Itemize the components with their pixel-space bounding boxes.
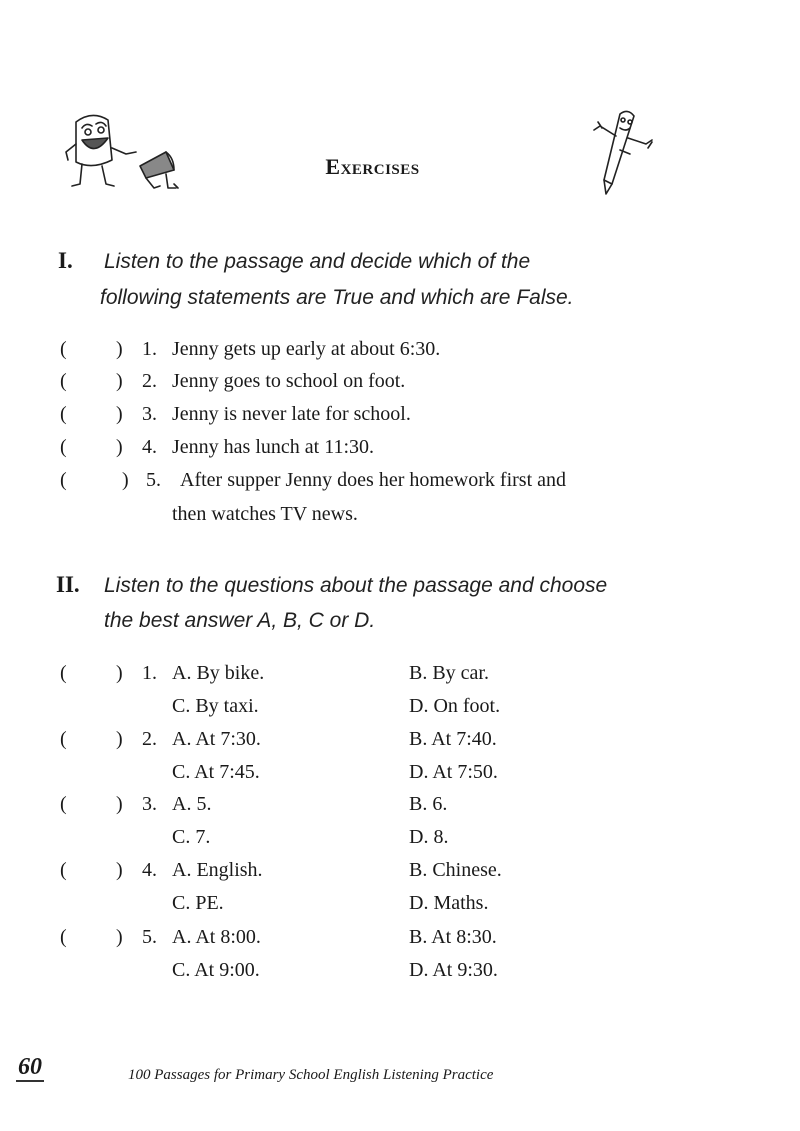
option-a: A. At 7:30. bbox=[172, 728, 261, 750]
question-text: Jenny has lunch at 11:30. bbox=[172, 436, 375, 458]
question-text: Jenny gets up early at about 6:30. bbox=[172, 338, 441, 360]
answer-blank-close: ) bbox=[116, 926, 123, 948]
question-number: 3. bbox=[142, 403, 157, 425]
answer-blank-close: ) bbox=[116, 338, 123, 360]
option-d: D. On foot. bbox=[409, 695, 501, 717]
answer-blank-open[interactable]: ( bbox=[60, 926, 67, 948]
section-1-number: I. bbox=[58, 248, 73, 273]
option-d: D. At 9:30. bbox=[409, 959, 498, 981]
answer-blank-open[interactable]: ( bbox=[60, 728, 67, 750]
option-a: A. 5. bbox=[172, 793, 212, 815]
option-a: A. By bike. bbox=[172, 662, 265, 684]
option-c: C. 7. bbox=[172, 826, 211, 848]
question-number: 1. bbox=[142, 662, 157, 684]
answer-blank-close: ) bbox=[116, 370, 123, 392]
option-b: B. 6. bbox=[409, 793, 448, 815]
option-d: D. At 7:50. bbox=[409, 761, 498, 783]
question-number: 4. bbox=[142, 859, 157, 881]
question-text: Jenny is never late for school. bbox=[172, 403, 411, 425]
answer-blank-open[interactable]: ( bbox=[60, 370, 67, 392]
answer-blank-close: ) bbox=[122, 469, 129, 491]
answer-blank-open[interactable]: ( bbox=[60, 859, 67, 881]
option-b: B. By car. bbox=[409, 662, 489, 684]
question-number: 2. bbox=[142, 370, 157, 392]
question-number: 1. bbox=[142, 338, 157, 360]
answer-blank-close: ) bbox=[116, 403, 123, 425]
question-number: 2. bbox=[142, 728, 157, 750]
cartoon-speaker-icon bbox=[62, 108, 187, 194]
cartoon-pencil-icon bbox=[590, 106, 660, 198]
section-2-instruction-line1: Listen to the questions about the passage and choose bbox=[104, 574, 608, 597]
section-2-instruction-line2: the best answer A, B, C or D. bbox=[104, 609, 376, 632]
question-text-continued: then watches TV news. bbox=[172, 503, 358, 525]
option-d: D. Maths. bbox=[409, 892, 489, 914]
answer-blank-open[interactable]: ( bbox=[60, 403, 67, 425]
option-b: B. Chinese. bbox=[409, 859, 502, 881]
option-c: C. At 7:45. bbox=[172, 761, 260, 783]
question-text: Jenny goes to school on foot. bbox=[172, 370, 406, 392]
option-a: A. At 8:00. bbox=[172, 926, 261, 948]
answer-blank-close: ) bbox=[116, 793, 123, 815]
answer-blank-open[interactable]: ( bbox=[60, 662, 67, 684]
option-b: B. At 7:40. bbox=[409, 728, 497, 750]
option-b: B. At 8:30. bbox=[409, 926, 497, 948]
page-number: 60 bbox=[18, 1054, 42, 1080]
option-a: A. English. bbox=[172, 859, 263, 881]
book-title: 100 Passages for Primary School English Listening Practice bbox=[128, 1067, 494, 1083]
section-1-instruction-line2: following statements are True and which are False. bbox=[100, 286, 574, 309]
question-number: 4. bbox=[142, 436, 157, 458]
option-c: C. At 9:00. bbox=[172, 959, 260, 981]
question-number: 3. bbox=[142, 793, 157, 815]
question-text: After supper Jenny does her homework first and bbox=[180, 469, 567, 491]
option-c: C. By taxi. bbox=[172, 695, 259, 717]
answer-blank-open[interactable]: ( bbox=[60, 469, 67, 491]
question-number: 5. bbox=[146, 469, 161, 491]
answer-blank-open[interactable]: ( bbox=[60, 793, 67, 815]
question-number: 5. bbox=[142, 926, 157, 948]
answer-blank-close: ) bbox=[116, 436, 123, 458]
page-title: Exercises bbox=[325, 154, 420, 179]
answer-blank-open[interactable]: ( bbox=[60, 436, 67, 458]
option-c: C. PE. bbox=[172, 892, 224, 914]
option-d: D. 8. bbox=[409, 826, 449, 848]
answer-blank-close: ) bbox=[116, 728, 123, 750]
answer-blank-close: ) bbox=[116, 662, 123, 684]
answer-blank-open[interactable]: ( bbox=[60, 338, 67, 360]
answer-blank-close: ) bbox=[116, 859, 123, 881]
section-1-instruction-line1: Listen to the passage and decide which of the bbox=[104, 250, 531, 273]
section-2-number: II. bbox=[56, 572, 80, 597]
